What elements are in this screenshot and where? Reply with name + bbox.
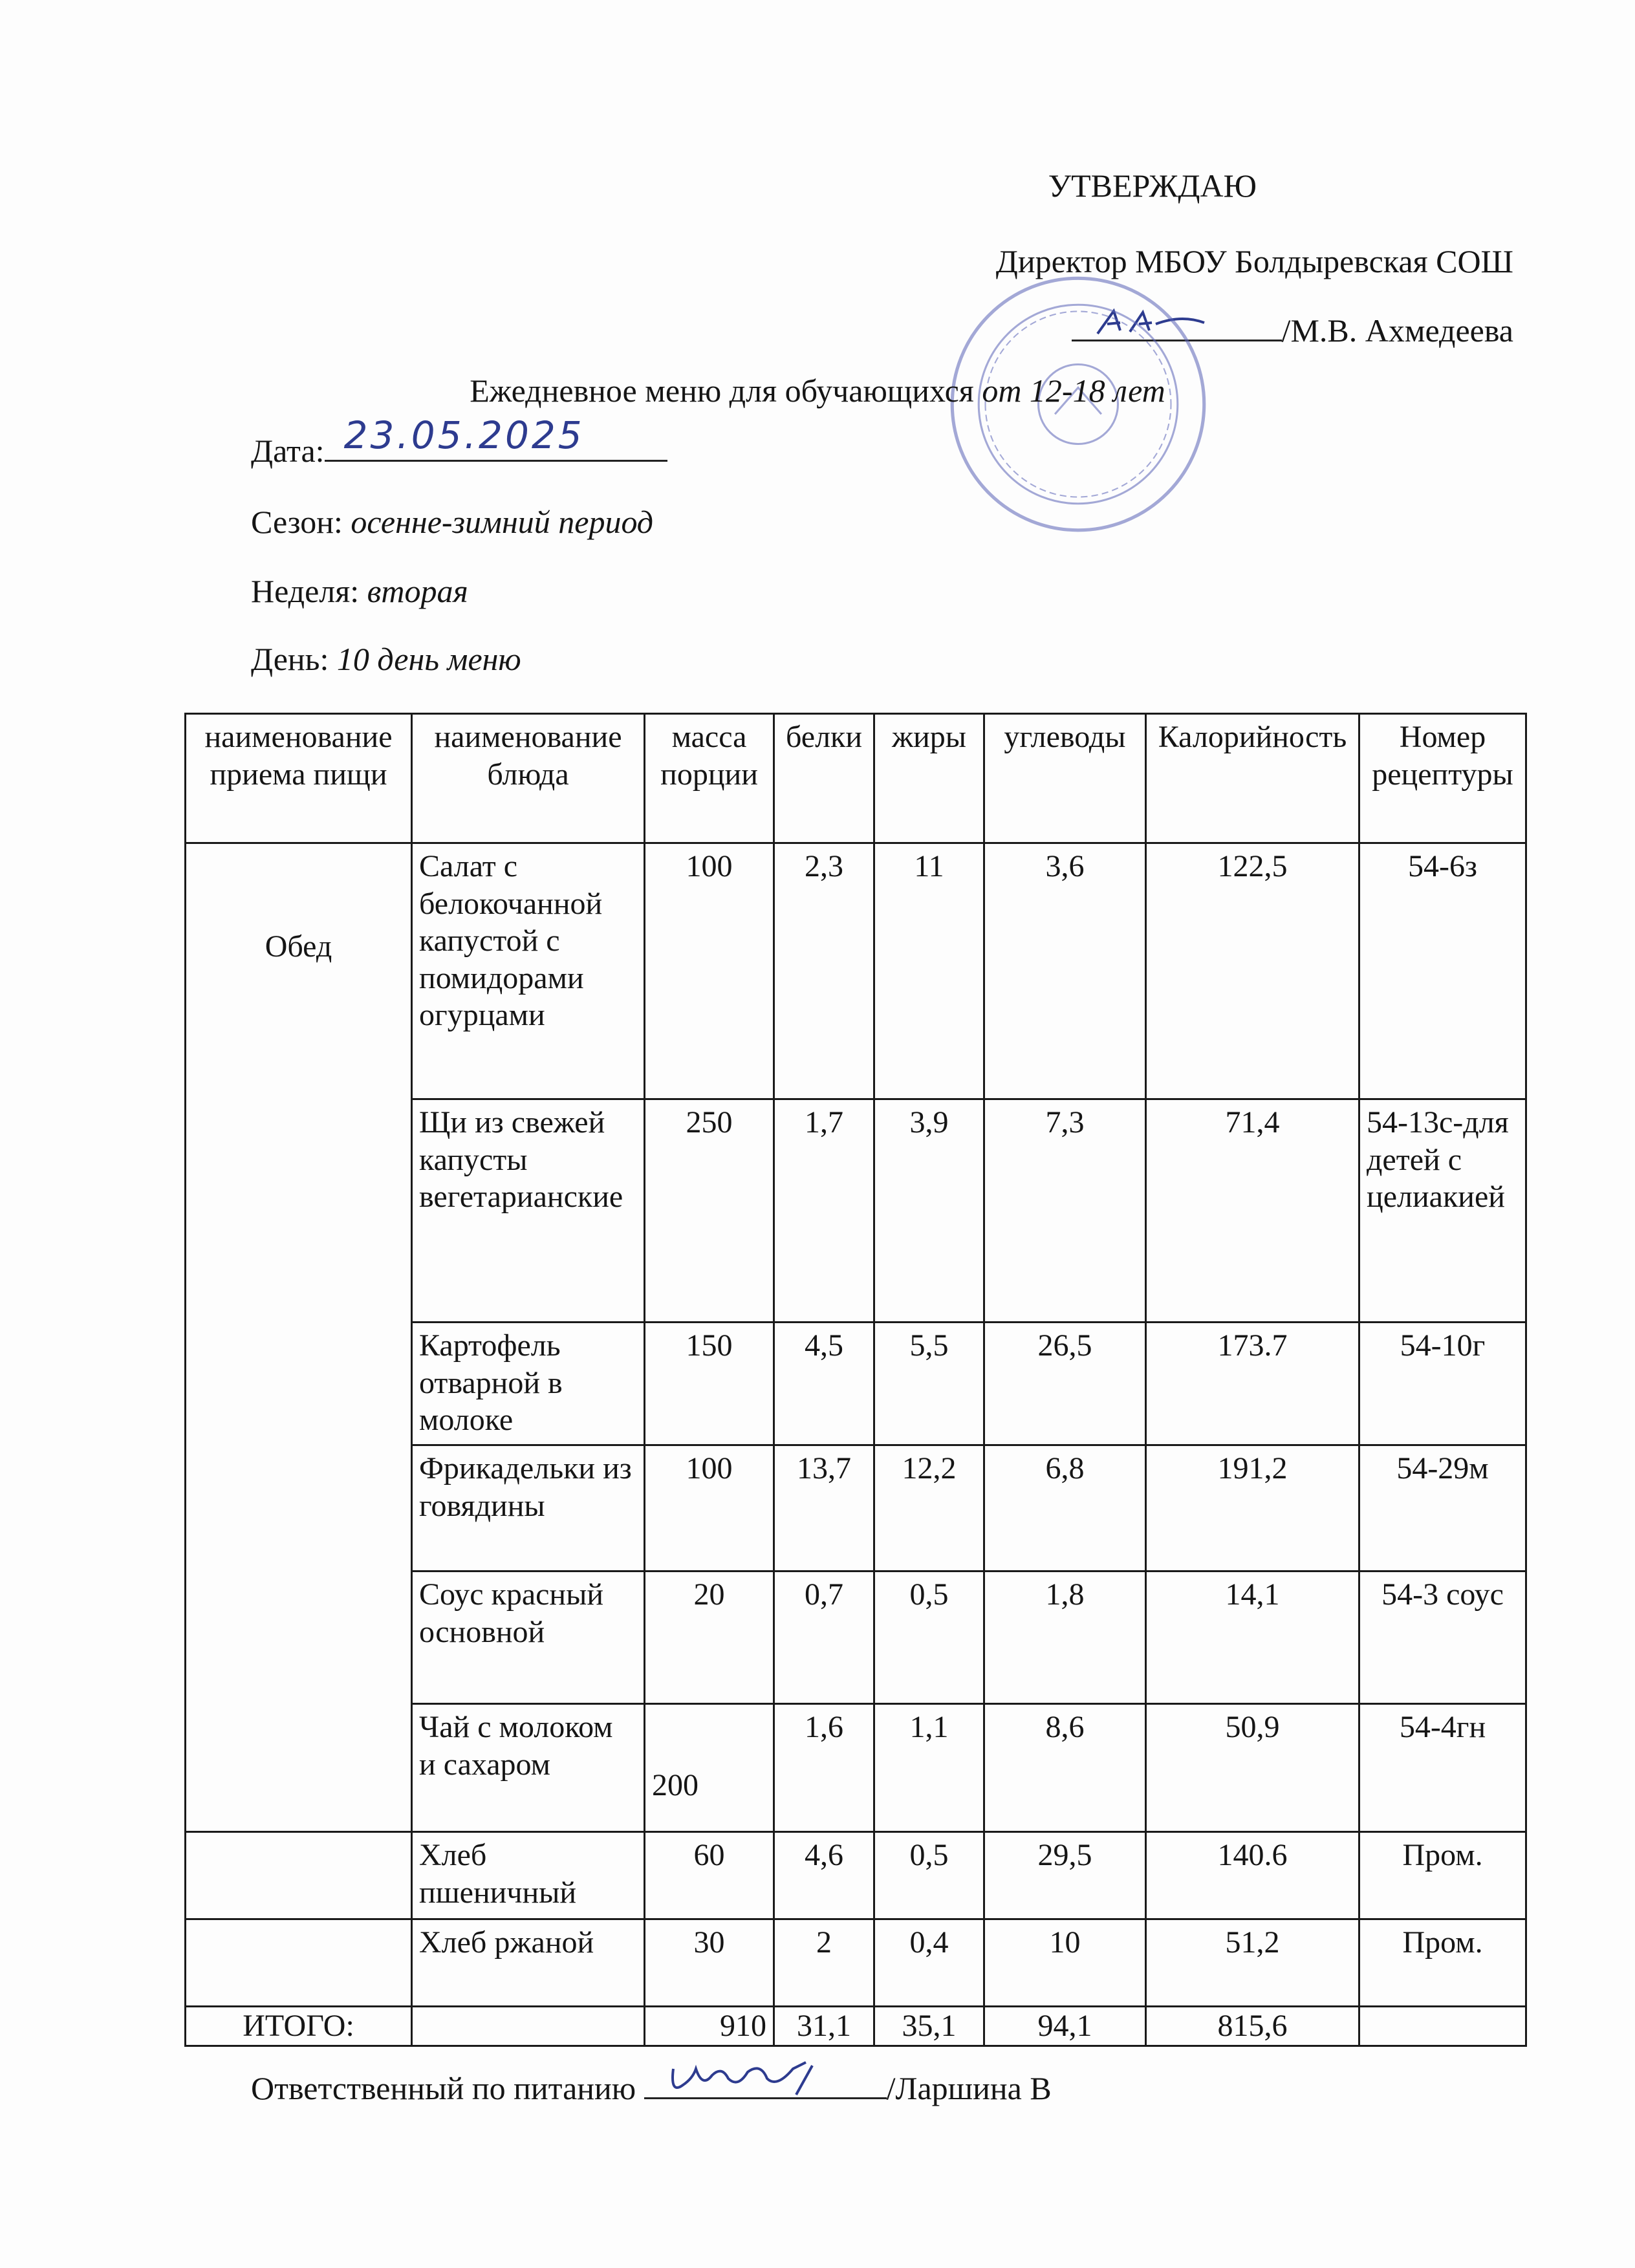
mass-cell: 100 (645, 843, 774, 1099)
director-name: /М.В. Ахмедеева (1281, 312, 1513, 349)
protein-cell: 2 (774, 1919, 874, 2007)
fat-cell: 12,2 (874, 1445, 984, 1571)
table-row (186, 843, 1526, 1099)
table-row (186, 1832, 1526, 1919)
protein-cell: 4,6 (774, 1832, 874, 1919)
heading-age: от 12-18 лет (982, 373, 1165, 409)
mass-cell: 150 (645, 1323, 774, 1445)
dish-cell: Соус красный основной (412, 1571, 645, 1704)
carbs-cell: 26,5 (984, 1323, 1146, 1445)
protein-cell: 2,3 (774, 843, 874, 1099)
carbs-cell: 29,5 (984, 1832, 1146, 1919)
week-value: вторая (367, 573, 468, 609)
total-protein: 31,1 (774, 2007, 874, 2046)
total-kcal: 815,6 (1146, 2007, 1359, 2046)
header-cell: Номер рецептуры (1359, 714, 1526, 843)
date-label: Дата: (251, 433, 325, 469)
recipe-cell: Пром. (1359, 1832, 1526, 1919)
recipe-cell: 54-29м (1359, 1445, 1526, 1571)
footer-label: Ответственный по питанию (251, 2070, 644, 2106)
mass-cell: 30 (645, 1919, 774, 2007)
recipe-cell: 54-10г (1359, 1323, 1526, 1445)
recipe-cell: Пром. (1359, 1919, 1526, 2007)
carbs-cell: 1,8 (984, 1571, 1146, 1704)
footer-responsible (251, 2069, 1052, 2107)
document-heading (0, 372, 1635, 409)
kcal-cell: 51,2 (1146, 1919, 1359, 2007)
meal-cell: Обед (186, 843, 412, 1832)
responsible-name: /Ларшина В (886, 2070, 1052, 2106)
menu-table (184, 713, 1527, 2047)
protein-cell: 1,6 (774, 1704, 874, 1832)
kcal-cell: 173.7 (1146, 1323, 1359, 1445)
kcal-cell: 140.6 (1146, 1832, 1359, 1919)
carbs-cell: 3,6 (984, 843, 1146, 1099)
season-row (251, 503, 653, 541)
table-row (186, 1919, 1526, 2007)
total-label: ИТОГО: (186, 2007, 412, 2046)
season-value: осенне-зимний период (351, 504, 654, 540)
kcal-cell: 71,4 (1146, 1099, 1359, 1323)
date-value: 23.05.2025 (343, 413, 585, 457)
fat-cell: 5,5 (874, 1323, 984, 1445)
carbs-cell: 6,8 (984, 1445, 1146, 1571)
heading-text: Ежедневное меню для обучающихся (470, 373, 982, 409)
responsible-signature-icon (657, 2049, 825, 2101)
mass-cell: 200 (645, 1704, 774, 1832)
fat-cell: 0,4 (874, 1919, 984, 2007)
carbs-cell: 8,6 (984, 1704, 1146, 1832)
header-cell: белки (774, 714, 874, 843)
total-carbs: 94,1 (984, 2007, 1146, 2046)
kcal-cell: 191,2 (1146, 1445, 1359, 1571)
table-header-row (186, 714, 1526, 843)
fat-cell: 1,1 (874, 1704, 984, 1832)
mass-cell: 60 (645, 1832, 774, 1919)
header-cell: масса порции (645, 714, 774, 843)
responsible-signature (644, 2071, 887, 2099)
total-fat: 35,1 (874, 2007, 984, 2046)
fat-cell: 11 (874, 843, 984, 1099)
total-mass: 910 (645, 2007, 774, 2046)
dish-cell: Салат с белокочанной капустой с помидорами огурцами (412, 843, 645, 1099)
kcal-cell: 50,9 (1146, 1704, 1359, 1832)
mass-cell: 100 (645, 1445, 774, 1571)
kcal-cell: 14,1 (1146, 1571, 1359, 1704)
total-dish-cell (412, 2007, 645, 2046)
protein-cell: 0,7 (774, 1571, 874, 1704)
date-row (251, 413, 667, 470)
dish-cell: Фрикадельки из говядины (412, 1445, 645, 1571)
day-row (251, 640, 521, 678)
protein-cell: 4,5 (774, 1323, 874, 1445)
header-cell: жиры (874, 714, 984, 843)
recipe-cell: 54-13с-для детей с целиакией (1359, 1099, 1526, 1323)
dish-cell: Хлеб пшеничный (412, 1832, 645, 1919)
protein-cell: 1,7 (774, 1099, 874, 1323)
day-value: 10 день меню (336, 641, 521, 677)
dish-cell: Картофель отварной в молоке (412, 1323, 645, 1445)
kcal-cell: 122,5 (1146, 843, 1359, 1099)
header-cell: углеводы (984, 714, 1146, 843)
fat-cell: 0,5 (874, 1832, 984, 1919)
header-cell: наименование приема пищи (186, 714, 412, 843)
carbs-cell: 10 (984, 1919, 1146, 2007)
meal-cell (186, 1832, 412, 1919)
day-label: День: (251, 641, 337, 677)
header-cell: наименование блюда (412, 714, 645, 843)
header-cell: Калорийность (1146, 714, 1359, 843)
total-row (186, 2007, 1526, 2046)
mass-cell: 20 (645, 1571, 774, 1704)
recipe-cell: 54-4гн (1359, 1704, 1526, 1832)
dish-cell: Щи из свежей капусты вегетарианские (412, 1099, 645, 1323)
total-recipe-cell (1359, 2007, 1526, 2046)
meal-cell (186, 1919, 412, 2007)
recipe-cell: 54-3 соус (1359, 1571, 1526, 1704)
dish-cell: Хлеб ржаной (412, 1919, 645, 2007)
week-label: Неделя: (251, 573, 367, 609)
protein-cell: 13,7 (774, 1445, 874, 1571)
week-row (251, 572, 468, 610)
mass-cell: 250 (645, 1099, 774, 1323)
approval-role: Директор МБОУ Болдыревская СОШ (995, 243, 1513, 279)
fat-cell: 3,9 (874, 1099, 984, 1323)
carbs-cell: 7,3 (984, 1099, 1146, 1323)
date-field (325, 413, 667, 462)
fat-cell: 0,5 (874, 1571, 984, 1704)
dish-cell: Чай с молоком и сахаром (412, 1704, 645, 1832)
season-label: Сезон: (251, 504, 351, 540)
recipe-cell: 54-6з (1359, 843, 1526, 1099)
approval-title: УТВЕРЖДАЮ (1048, 167, 1257, 204)
